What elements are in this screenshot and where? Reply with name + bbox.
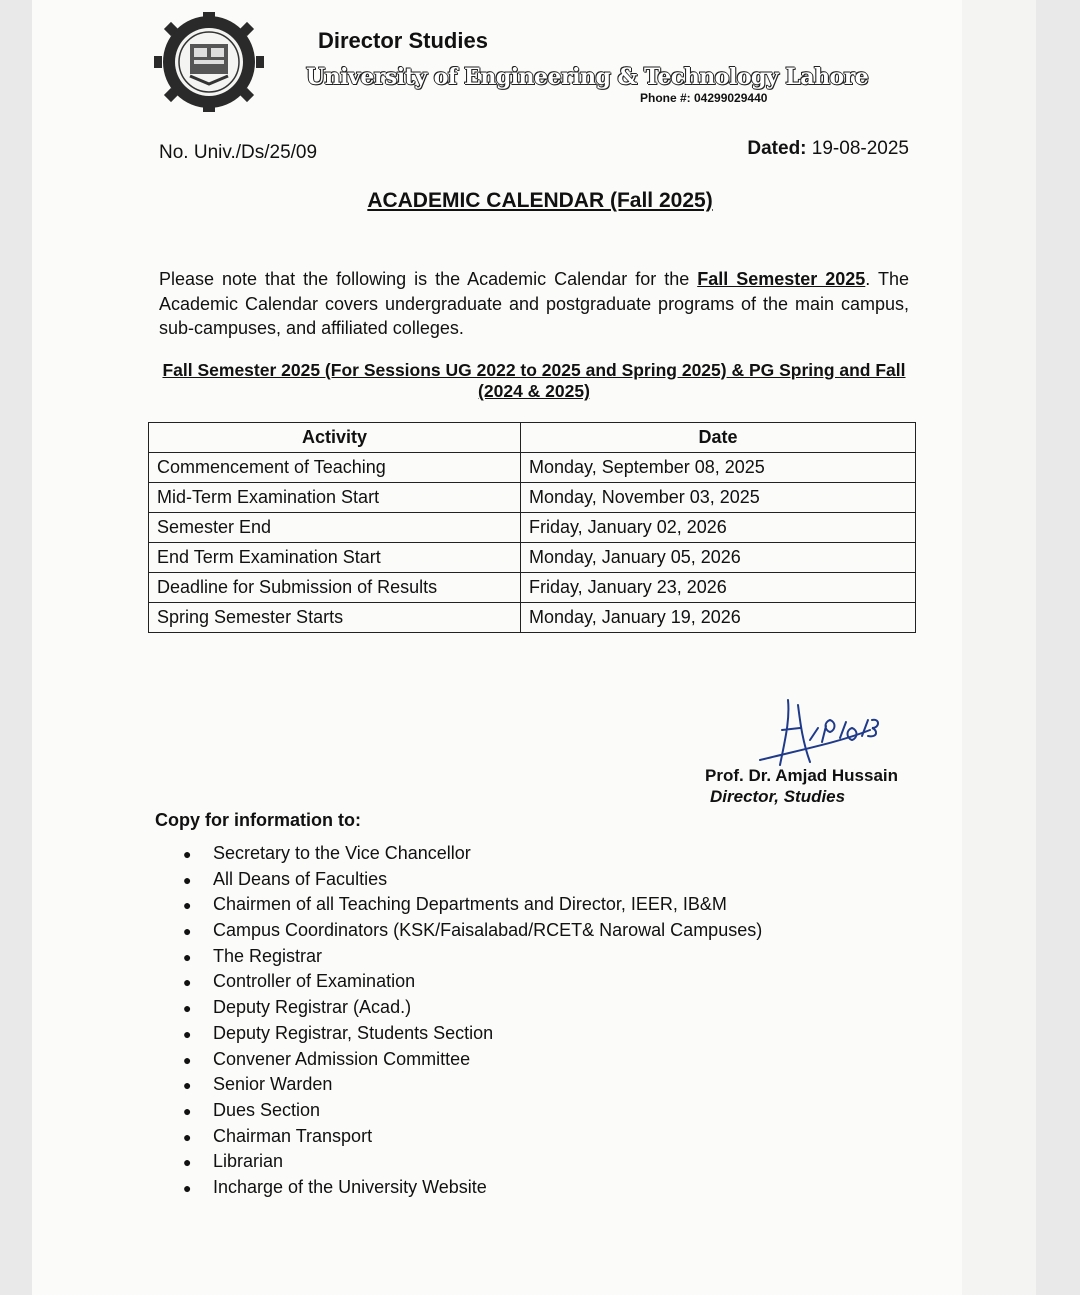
list-item	[183, 969, 762, 995]
table-row	[149, 453, 916, 483]
bullet-icon: ●	[183, 974, 192, 991]
table-header-row	[149, 423, 916, 453]
date-cell: Friday, January 23, 2026	[521, 573, 916, 603]
dated-line	[747, 138, 909, 160]
header-date: Date	[521, 423, 916, 453]
recipient-label: All Deans of Faculties	[213, 868, 388, 889]
activity-cell: Deadline for Submission of Results	[149, 573, 521, 603]
table-row	[149, 543, 916, 573]
intro-text-after: . The Academic Calendar covers undergraduate and postgraduate programs of the main campus, sub-campuses, and affiliated colleges.	[159, 269, 909, 338]
recipient-label: Chairmen of all Teaching Departments and Director, IEER, IB&M	[213, 894, 727, 915]
bullet-icon: ●	[183, 1000, 192, 1017]
list-item	[183, 867, 762, 893]
table-row	[149, 513, 916, 543]
date-cell: Monday, January 05, 2026	[521, 543, 916, 573]
session-heading: Fall Semester 2025 (For Sessions UG 2022 to 2025 and Spring 2025) & PG Spring and Fall (2024 & 2025)	[162, 360, 906, 401]
list-item	[183, 1175, 762, 1201]
date-cell: Friday, January 02, 2026	[521, 513, 916, 543]
bullet-icon: ●	[183, 1077, 192, 1094]
signer-title: Director, Studies	[710, 787, 846, 806]
table-row	[149, 483, 916, 513]
recipient-label: Deputy Registrar (Acad.)	[213, 997, 412, 1018]
bullet-icon: ●	[183, 923, 192, 940]
recipient-label: Secretary to the Vice Chancellor	[213, 843, 471, 863]
recipient-label: Controller of Examination	[213, 971, 416, 992]
bullet-icon: ●	[183, 871, 192, 888]
list-item	[183, 1098, 762, 1124]
recipient-label: The Registrar	[213, 945, 323, 966]
list-item	[183, 1124, 762, 1150]
list-item	[183, 995, 762, 1021]
list-item	[183, 1021, 762, 1047]
bullet-icon: ●	[183, 897, 192, 914]
dated-label: Dated:	[747, 138, 807, 159]
date-cell: Monday, January 19, 2026	[521, 603, 916, 633]
recipient-label: Senior Warden	[213, 1074, 333, 1095]
date-cell: Monday, September 08, 2025	[521, 453, 916, 483]
list-item	[183, 1072, 762, 1098]
document-title: ACADEMIC CALENDAR (Fall 2025)	[367, 189, 713, 212]
intro-highlight: Fall Semester 2025	[697, 269, 866, 289]
dated-value: 19-08-2025	[811, 138, 909, 159]
list-item	[183, 841, 762, 867]
activity-cell: End Term Examination Start	[149, 543, 521, 573]
recipient-label: Deputy Registrar, Students Section	[213, 1022, 494, 1043]
recipient-list	[183, 841, 762, 1201]
bullet-icon: ●	[183, 948, 192, 965]
recipient-label: Campus Coordinators (KSK/Faisalabad/RCET& Narowal Campuses)	[213, 920, 763, 941]
activity-cell: Mid-Term Examination Start	[149, 483, 521, 513]
reference-number: No. Univ./Ds/25/09	[159, 142, 318, 163]
signer-name: Prof. Dr. Amjad Hussain	[705, 766, 899, 785]
calendar-table	[148, 422, 916, 633]
list-item	[183, 944, 762, 970]
bullet-icon: ●	[183, 1154, 192, 1171]
list-item	[183, 918, 762, 944]
recipient-label: Librarian	[213, 1151, 284, 1172]
bullet-icon: ●	[183, 1128, 192, 1145]
university-name: University of Engineering & Technology Lahore	[306, 64, 869, 90]
recipient-label: Incharge of the University Website	[213, 1176, 487, 1197]
list-item	[183, 1149, 762, 1175]
activity-cell: Commencement of Teaching	[149, 453, 521, 483]
bullet-icon: ●	[183, 1102, 192, 1119]
header-activity: Activity	[149, 423, 521, 453]
intro-paragraph	[159, 267, 909, 341]
phone-number: Phone #: 04299029440	[640, 91, 768, 105]
copy-heading: Copy for information to:	[155, 810, 361, 830]
office-title: Director Studies	[318, 28, 488, 53]
activity-cell: Semester End	[149, 513, 521, 543]
bullet-icon: ●	[183, 846, 192, 862]
bullet-icon: ●	[183, 1179, 192, 1196]
table-row	[149, 603, 916, 633]
intro-text-before: Please note that the following is the Academic Calendar for the	[159, 269, 698, 289]
recipient-label: Convener Admission Committee	[213, 1048, 471, 1069]
date-cell: Monday, November 03, 2025	[521, 483, 916, 513]
table-row	[149, 573, 916, 603]
recipient-label: Chairman Transport	[213, 1125, 373, 1146]
recipient-label: Dues Section	[213, 1099, 321, 1120]
list-item	[183, 1047, 762, 1073]
list-item	[183, 892, 762, 918]
bullet-icon: ●	[183, 1051, 192, 1068]
university-seal-icon	[150, 12, 268, 112]
activity-cell: Spring Semester Starts	[149, 603, 521, 633]
bullet-icon: ●	[183, 1025, 192, 1042]
